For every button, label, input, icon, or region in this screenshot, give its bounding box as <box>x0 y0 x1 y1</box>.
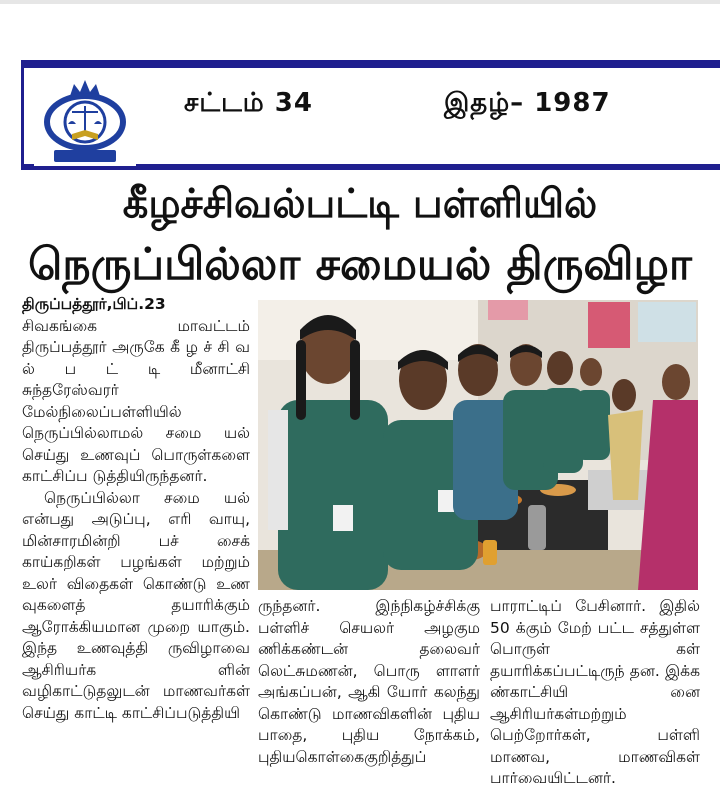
dateline: திருப்பத்தூர்,பிப்.23 <box>22 295 166 313</box>
masthead <box>21 60 720 170</box>
emblem-logo <box>34 74 136 166</box>
headline-line-2: நெருப்பில்லா சமையல் திருவிழா <box>28 239 692 290</box>
paragraph-2: நெருப்பில்லா சமை யல் என்பது அடுப்பு, எரி வாயு, மின்சாரமின்றி பச் சைக் காய்கறிகள் பழங்கள் மற்றும் உலர் விதைகள் கொண்டு உண வுகளைத் தயாரிக்கும் ஆரோக்கியமான முறை யாகும். இந்த உணவுத்தி ருவிழாவை ஆசிரியர்க ளின் வழிகாட்டுதலுடன் மாணவர்கள் செய்து காட்டி காட்சிப்படுத்தியி <box>22 488 250 722</box>
masthead-issue-label: இதழ்– 1987 <box>444 88 611 118</box>
news-photo-students-cooking <box>258 300 698 590</box>
masthead-section-label: சட்டம் 34 <box>184 88 313 118</box>
article-column-2: ருந்தனர். இந்நிகழ்ச்சிக்கு பள்ளிச் செயலர் அழகும ணிக்கண்டன் தலைவர் லெட்சுமணன், பொரு ளாளர் அங்கப்பன், ஆகி யோர் கலந்து கொண்டு மாணவிகளின் புதிய பாதை, புதிய நோக்கம், புதியகொள்கைகுறித்துப் <box>258 597 480 766</box>
headline-line-1: கீழச்சிவல்பட்டி பள்ளியில் <box>122 181 598 227</box>
article-column-3: பாராட்டிப் பேசினார். இதில் 50 க்கும் மேற் பட்ட சத்துள்ள பொருள் கள் தயாரிக்கப்பட்டிருந் தன. இக்க ண்காட்சியி னை ஆசிரியர்கள்மற்றும் பெற்றோர்கள், பள்ளி மாணவ, மாணவிகள் பார்வையிட்டனர். <box>490 597 700 787</box>
top-border <box>0 0 720 4</box>
article-column-1 <box>22 294 250 724</box>
paragraph-1: சிவகங்கை மாவட்டம் திருப்பத்தூர் அருகே கீ ழ ச் சி வ ல் ப ட் டி மீனாட்சி சுந்தரேஸ்வரர் மேல்நிலைப்பள்ளியில் நெருப்பில்லாமல் சமை யல் செய்து உணவுப் பொருள்களை காட்சிப்ப டுத்தியிருந்தனர். <box>22 316 250 485</box>
